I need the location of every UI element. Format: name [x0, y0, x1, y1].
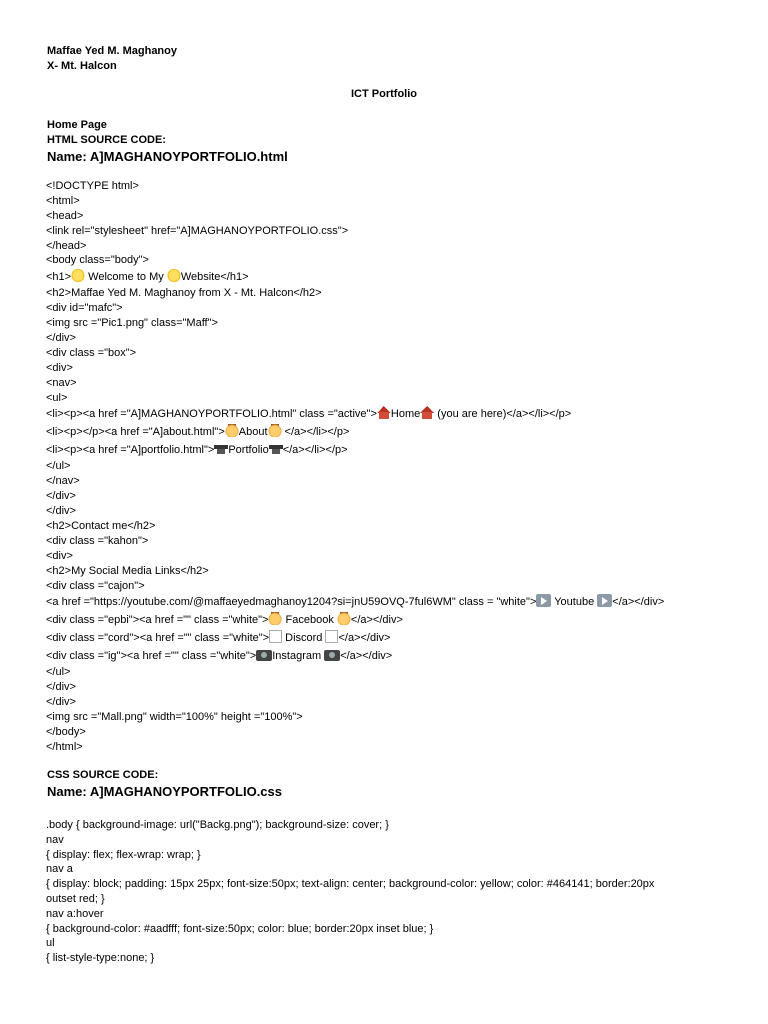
css-source-label: CSS SOURCE CODE:	[47, 769, 159, 781]
code-line: ul	[46, 937, 55, 950]
code-line: <body class="body">	[46, 254, 149, 267]
person-icon	[225, 424, 239, 437]
code-line: <div id="mafc">	[46, 302, 123, 315]
header-block	[47, 44, 177, 74]
code-line: <link rel="stylesheet" href="A]MAGHANOYPORTFOLIO.css">	[46, 224, 349, 237]
blank-box-icon	[269, 630, 282, 643]
camera-icon	[256, 650, 272, 661]
code-line: <nav>	[46, 376, 77, 389]
code-line: </body>	[46, 726, 86, 739]
code-line: <html>	[46, 194, 80, 207]
code-line: nav a	[46, 863, 73, 876]
code-line: </div>	[46, 505, 76, 518]
blank-box-icon	[325, 630, 338, 643]
code-line: <img src ="Pic1.png" class="Maff">	[46, 317, 218, 330]
document-title: ICT Portfolio	[351, 88, 417, 100]
code-line: nav a:hover	[46, 907, 104, 920]
css-code-block	[46, 818, 654, 966]
code-line: </div>	[46, 696, 76, 709]
code-line: .body { background-image: url("Backg.png"); background-size: cover; }	[46, 819, 389, 831]
graduation-cap-icon	[269, 442, 283, 455]
code-line: </nav>	[46, 475, 80, 488]
person-icon	[337, 612, 351, 625]
html-code-block	[46, 179, 664, 755]
code-line: <h1> Welcome to My Website</h1>	[46, 271, 249, 284]
code-line: <li><p><a href ="A]portfolio.html"> Portfolio </a></li></p>	[46, 444, 348, 457]
play-button-icon	[536, 594, 551, 607]
code-line: <h2>Contact me</h2>	[46, 520, 156, 533]
author-section: X- Mt. Halcon	[47, 60, 117, 72]
author-name: Maffae Yed M. Maghanoy	[47, 45, 177, 57]
code-line: </ul>	[46, 666, 71, 679]
code-line: <h2>Maffae Yed M. Maghanoy from X - Mt. Halcon</h2>	[46, 287, 322, 300]
home-page-label: Home Page	[47, 119, 107, 131]
code-line: <div class ="box">	[46, 346, 137, 359]
code-line: <!DOCTYPE html>	[46, 180, 139, 192]
sun-icon	[71, 269, 85, 282]
code-line: </html>	[46, 740, 83, 753]
code-line: <div>	[46, 549, 73, 562]
code-line: <div class ="kahon">	[46, 534, 149, 547]
code-line: </ul>	[46, 460, 71, 473]
css-file-name: Name: A]MAGHANOYPORTFOLIO.css	[47, 784, 282, 799]
graduation-cap-icon	[214, 442, 228, 455]
code-line: { display: block; padding: 15px 25px; font-size:50px; text-align: center; background-color: yellow; color: #464141; border:20px	[46, 878, 655, 891]
code-line: <li><p></p><a href ="A]about.html"> About </a></li></p>	[46, 426, 350, 439]
house-icon	[377, 406, 391, 419]
code-line: nav	[46, 833, 64, 846]
code-line: <head>	[46, 209, 84, 222]
code-line: <ul>	[46, 391, 68, 404]
code-line: <div class ="cajon">	[46, 579, 145, 592]
person-icon	[268, 424, 282, 437]
code-line: <a href ="https://youtube.com/@maffaeyedmaghanoy1204?si=jnU59OVQ-7ful6WM" class = "white"> Youtube </a></div>	[46, 596, 665, 609]
code-line: <div class ="epbi"><a href ="" class ="white"> Facebook </a></div>	[46, 614, 403, 627]
house-icon	[420, 406, 434, 419]
code-line: </div>	[46, 490, 76, 503]
code-line: </head>	[46, 239, 87, 252]
code-line: <li><p><a href ="A]MAGHANOYPORTFOLIO.html" class ="active"> Home (you are here)</a></li></p>	[46, 408, 572, 421]
camera-icon	[324, 650, 340, 661]
code-line: { background-color: #aadfff; font-size:50px; color: blue; border:20px inset blue; }	[46, 922, 434, 935]
home-section-heading	[47, 118, 288, 166]
html-file-name: Name: A]MAGHANOYPORTFOLIO.html	[47, 149, 288, 164]
css-section-heading	[47, 768, 282, 801]
sun-icon	[167, 269, 181, 282]
person-icon	[268, 612, 282, 625]
code-line: </div>	[46, 332, 76, 345]
code-line: { display: flex; flex-wrap: wrap; }	[46, 848, 201, 861]
code-line: <div class ="cord"><a href ="" class ="white"> Discord </a></div>	[46, 632, 391, 645]
code-line: <h2>My Social Media Links</h2>	[46, 564, 209, 577]
code-line: </div>	[46, 681, 76, 694]
code-line: outset red; }	[46, 892, 105, 905]
code-line: { list-style-type:none; }	[46, 952, 155, 965]
code-line: <div>	[46, 361, 73, 374]
code-line: <div class ="ig"><a href ="" class ="white"> Instagram </a></div>	[46, 650, 393, 663]
code-line: <img src ="Mall.png" width="100%" height ="100%">	[46, 711, 303, 724]
html-source-label: HTML SOURCE CODE:	[47, 134, 166, 146]
play-button-icon	[597, 594, 612, 607]
